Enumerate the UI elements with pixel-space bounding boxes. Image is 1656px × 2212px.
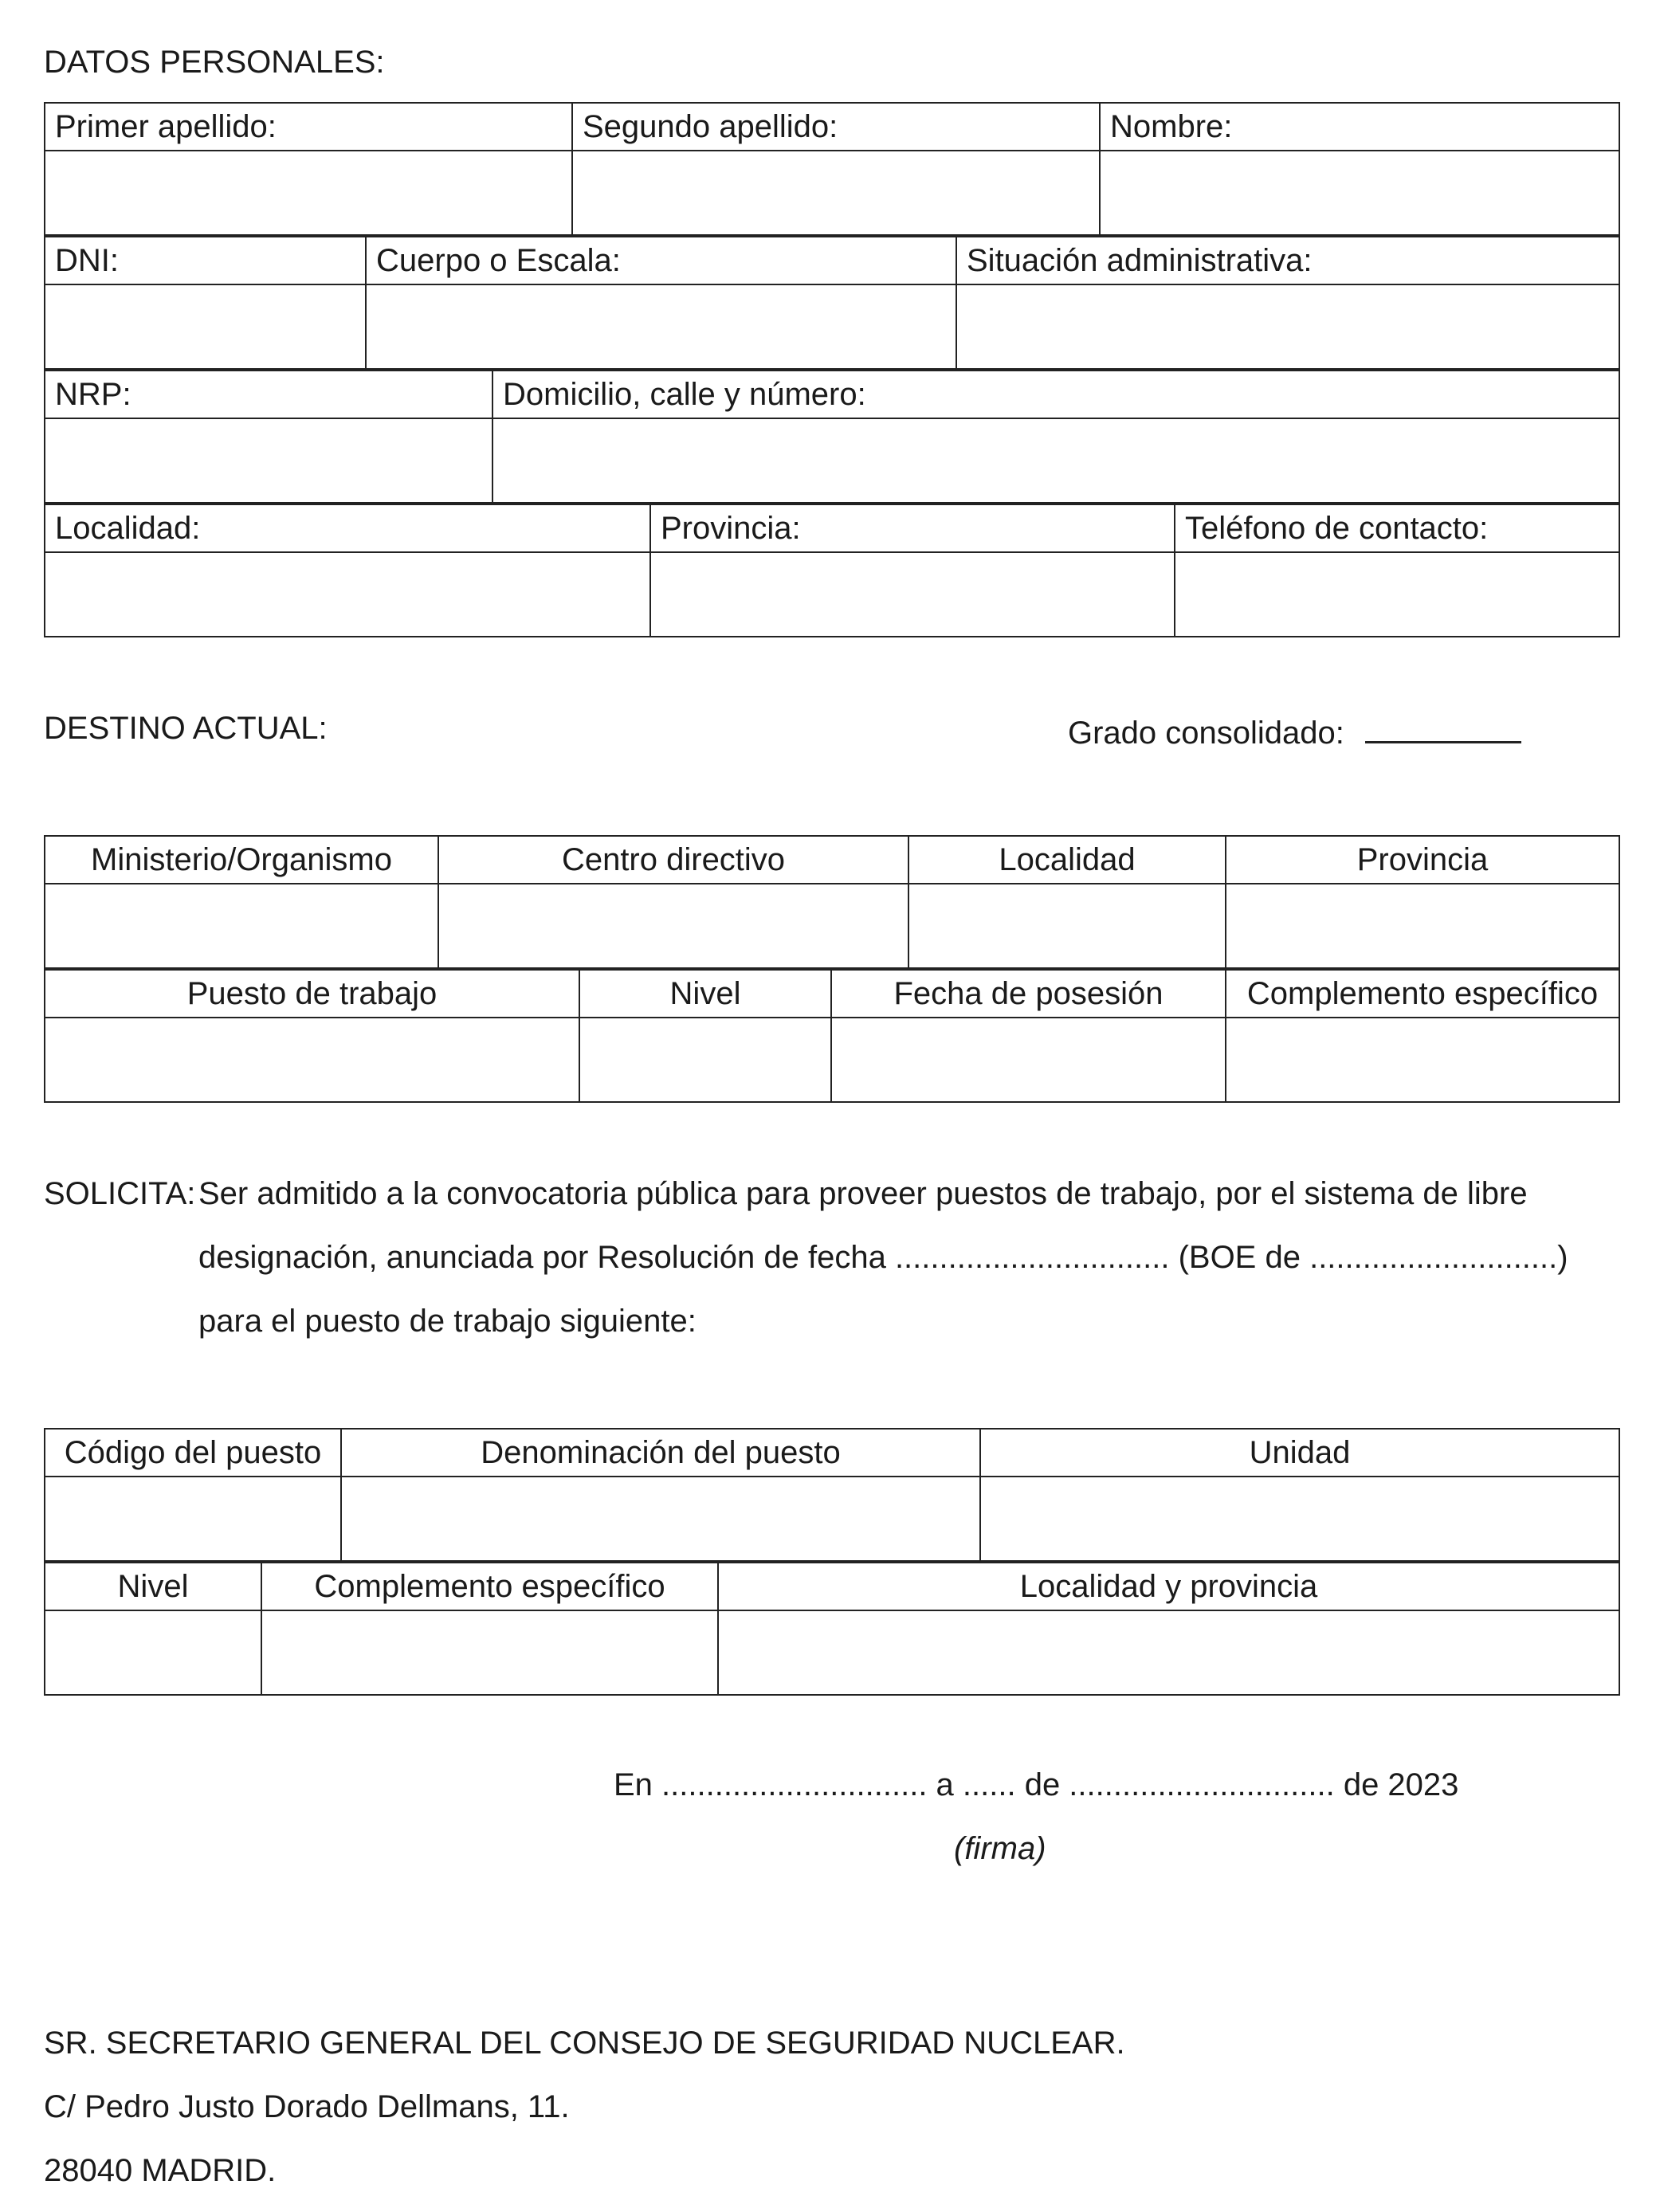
dni-label: DNI:: [45, 237, 366, 284]
destinatario-line-2: C/ Pedro Justo Dorado Dellmans, 11.: [44, 2089, 570, 2124]
puesto-trabajo-label: Puesto de trabajo: [45, 970, 579, 1018]
domicilio-field[interactable]: [492, 418, 1619, 503]
unidad-label: Unidad: [980, 1429, 1619, 1477]
destino-complemento-field[interactable]: [1226, 1018, 1619, 1102]
situacion-administrativa-field[interactable]: [956, 284, 1619, 369]
destinatario-line-3: 28040 MADRID.: [44, 2153, 277, 2188]
puesto-trabajo-field[interactable]: [45, 1018, 579, 1102]
puesto-solicitado-table-1: [44, 1428, 1620, 1562]
codigo-puesto-label: Código del puesto: [45, 1429, 341, 1477]
nombre-label: Nombre:: [1100, 103, 1619, 151]
solicita-line-3: para el puesto de trabajo siguiente:: [198, 1304, 697, 1339]
datos-personales-heading: DATOS PERSONALES:: [44, 45, 385, 80]
localidad-provincia-field[interactable]: [718, 1610, 1619, 1695]
solicitado-nivel-field[interactable]: [45, 1610, 261, 1695]
segundo-apellido-label: Segundo apellido:: [572, 103, 1100, 151]
centro-directivo-field[interactable]: [438, 884, 908, 968]
telefono-field[interactable]: [1175, 552, 1619, 637]
solicitado-nivel-label: Nivel: [45, 1563, 261, 1610]
localidad-label: Localidad:: [45, 504, 650, 552]
datos-personales-table-2: [44, 236, 1620, 370]
destino-localidad-field[interactable]: [908, 884, 1226, 968]
destino-provincia-field[interactable]: [1226, 884, 1619, 968]
datos-personales-table-4: [44, 504, 1620, 637]
telefono-label: Teléfono de contacto:: [1175, 504, 1619, 552]
destinatario-line-1: SR. SECRETARIO GENERAL DEL CONSEJO DE SEGURIDAD NUCLEAR.: [44, 2026, 1125, 2061]
puesto-solicitado-table-2: [44, 1562, 1620, 1696]
primer-apellido-field[interactable]: [45, 151, 572, 235]
solicita-line-1: Ser admitido a la convocatoria pública para proveer puestos de trabajo, por el sistema de libre: [198, 1176, 1528, 1211]
fecha-posesion-field[interactable]: [831, 1018, 1226, 1102]
cuerpo-escala-label: Cuerpo o Escala:: [366, 237, 956, 284]
primer-apellido-label: Primer apellido:: [45, 103, 572, 151]
nrp-field[interactable]: [45, 418, 492, 503]
domicilio-label: Domicilio, calle y número:: [492, 371, 1619, 418]
destino-provincia-label: Provincia: [1226, 836, 1619, 884]
ministerio-organismo-label: Ministerio/Organismo: [45, 836, 438, 884]
solicita-line-2: designación, anunciada por Resolución de fecha ............................... (BOE de ............................): [198, 1240, 1568, 1275]
solicita-label: SOLICITA:: [44, 1176, 196, 1211]
localidad-provincia-label: Localidad y provincia: [718, 1563, 1619, 1610]
destino-localidad-label: Localidad: [908, 836, 1226, 884]
datos-personales-table-3: [44, 370, 1620, 504]
destino-complemento-label: Complemento específico: [1226, 970, 1619, 1018]
datos-personales-table-1: [44, 102, 1620, 236]
grado-consolidado-field[interactable]: [1365, 709, 1521, 743]
provincia-label: Provincia:: [650, 504, 1175, 552]
solicitado-complemento-label: Complemento específico: [261, 1563, 718, 1610]
codigo-puesto-field[interactable]: [45, 1477, 341, 1561]
situacion-administrativa-label: Situación administrativa:: [956, 237, 1619, 284]
ministerio-organismo-field[interactable]: [45, 884, 438, 968]
firma-label: (firma): [954, 1831, 1046, 1866]
provincia-field[interactable]: [650, 552, 1175, 637]
unidad-field[interactable]: [980, 1477, 1619, 1561]
cuerpo-escala-field[interactable]: [366, 284, 956, 369]
denominacion-puesto-field[interactable]: [341, 1477, 980, 1561]
destino-actual-table-2: [44, 969, 1620, 1103]
solicitado-complemento-field[interactable]: [261, 1610, 718, 1695]
destino-nivel-label: Nivel: [579, 970, 831, 1018]
segundo-apellido-field[interactable]: [572, 151, 1100, 235]
fecha-posesion-label: Fecha de posesión: [831, 970, 1226, 1018]
destino-actual-table-1: [44, 835, 1620, 969]
destino-actual-heading: DESTINO ACTUAL:: [44, 711, 328, 746]
dni-field[interactable]: [45, 284, 366, 369]
nrp-label: NRP:: [45, 371, 492, 418]
destino-nivel-field[interactable]: [579, 1018, 831, 1102]
grado-consolidado: [1068, 709, 1521, 752]
nombre-field[interactable]: [1100, 151, 1619, 235]
grado-consolidado-label: Grado consolidado:: [1068, 716, 1344, 751]
lugar-fecha-line: En .............................. a ...... de .............................. de 2023: [614, 1767, 1459, 1802]
localidad-field[interactable]: [45, 552, 650, 637]
denominacion-puesto-label: Denominación del puesto: [341, 1429, 980, 1477]
centro-directivo-label: Centro directivo: [438, 836, 908, 884]
